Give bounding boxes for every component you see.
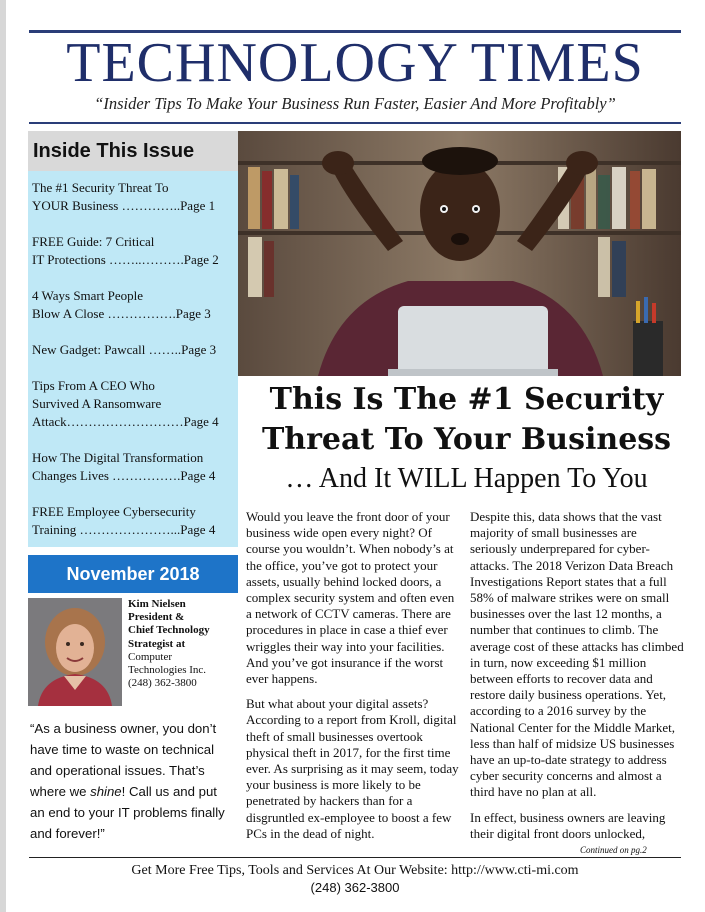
hero-photo <box>238 131 681 376</box>
author-photo <box>28 598 122 706</box>
toc-line: Tips From A CEO Who <box>32 378 155 393</box>
toc-line: How The Digital Transformation <box>32 450 204 465</box>
article-column-2 <box>470 509 685 851</box>
author-block <box>28 598 238 708</box>
article-paragraph: Would you leave the front door of your business wide open every night? Of course you wouldn’t. When nobody’s at the office, you’ve got to protect your assets, usually behind locked doors, a complex security system and often even a network of CCTV cameras. There are procedures in place in case a thief ever wriggles their way into your facilities. And you’ve got insurance if the worst ever happens. <box>246 509 455 687</box>
headline-line: Threat To Your Business <box>261 422 672 457</box>
page-edge <box>0 0 6 912</box>
toc-line: 4 Ways Smart People <box>32 288 144 303</box>
author-title-line: Strategist at <box>128 637 186 650</box>
continued-note[interactable]: Continued on pg.2 <box>580 845 647 855</box>
author-title-line: Chief Technology <box>128 624 210 637</box>
article-headline <box>238 380 695 460</box>
toc-line: Blow A Close …………….Page 3 <box>32 306 211 321</box>
toc-line: Attack………………………Page 4 <box>32 414 219 429</box>
article-paragraph: In effect, business owners are leaving their digital front doors unlocked, <box>470 809 666 841</box>
inside-issue-heading: Inside This Issue <box>28 131 238 171</box>
author-quote <box>30 718 235 844</box>
toc-line: New Gadget: Pawcall ……..Page 3 <box>32 342 217 357</box>
author-phone: (248) 362-3800 <box>128 677 197 690</box>
quote-text: “As a business owner, you don’t have time to waste on technical and operational issues. That’s where we <box>30 721 217 799</box>
article-paragraph: But what about your digital assets? According to a report from Kroll, digital theft of small businesses overtook physical theft in 2017, for the first time ever. As surprising as it may seem, today your business is more likely to be penetrated by hackers than for a disgruntled ex-employee to boost a few PCs in the dead of night. <box>246 696 459 841</box>
article-paragraph: Despite this, data shows that the vast majority of small businesses are seriously underprepared for cyber-attacks. The 2018 Verizon Data Breach Investigations Report states that a full 58% of malware strikes were on small businesses over the last 12 months, a number that continues to climb. The average cost of these attacks has climbed in turn, now exceeding $1 million between efforts to recover data and restore daily business operations. Yet, according to a 2016 survey by the National Center for the Middle Market, less than half of midsize US businesses have an up-to-date strategy to address cyber security concerns and almost a third have no plan at all. <box>470 509 684 800</box>
author-company-line: Technologies Inc. <box>128 664 207 677</box>
footer-rule <box>29 857 681 858</box>
issue-month-banner: November 2018 <box>28 555 238 593</box>
toc-line: The #1 Security Threat To <box>32 180 169 195</box>
article-column-1 <box>246 509 461 851</box>
toc-line: Training …………………...Page 4 <box>32 522 216 537</box>
toc-item[interactable] <box>32 377 234 431</box>
author-company-line: Computer <box>128 650 172 663</box>
toc-line: Survived A Ransomware <box>32 396 162 411</box>
footer-phone: (248) 362-3800 <box>310 880 400 895</box>
quote-emphasis: shine <box>90 784 122 799</box>
toc-item[interactable] <box>32 449 234 485</box>
toc-line: YOUR Business …………..Page 1 <box>32 198 216 213</box>
footer-website[interactable]: Get More Free Tips, Tools and Services At Our Website: http://www.cti-mi.com <box>131 863 579 878</box>
toc-item[interactable] <box>32 287 234 323</box>
newsletter-title: TECHNOLOGY TIMES <box>66 32 644 94</box>
author-name: Kim Nielsen <box>128 598 186 610</box>
quote-text: ! Call us and put an end to your IT problems finally and forever!” <box>30 784 225 841</box>
author-info <box>128 598 238 690</box>
sidebar <box>28 131 238 593</box>
toc-line: Changes Lives …………….Page 4 <box>32 468 216 483</box>
article-subheadline: … And It WILL Happen To You <box>285 463 648 494</box>
toc-line: FREE Employee Cybersecurity <box>32 504 196 519</box>
toc-item[interactable] <box>32 233 234 269</box>
table-of-contents <box>28 171 238 547</box>
toc-item[interactable] <box>32 503 234 539</box>
toc-line: FREE Guide: 7 Critical <box>32 234 155 249</box>
toc-item[interactable] <box>32 341 234 359</box>
author-title-line: President & <box>128 611 185 624</box>
newsletter-tagline: “Insider Tips To Make Your Business Run Faster, Easier And More Profitably” <box>94 94 616 113</box>
toc-item[interactable] <box>32 179 234 215</box>
toc-line: IT Protections ……..……….Page 2 <box>32 252 219 267</box>
masthead-bottom-rule <box>29 122 681 124</box>
headline-line: This Is The #1 Security <box>269 382 664 417</box>
